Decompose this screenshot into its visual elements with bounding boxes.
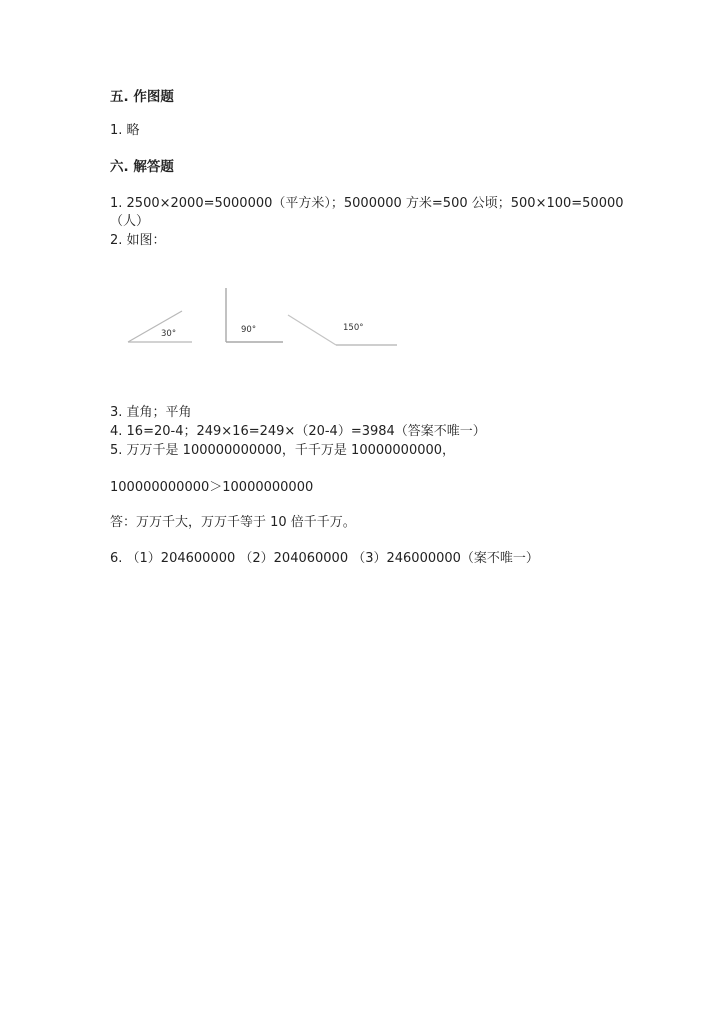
angle-90-drawing: [226, 288, 283, 342]
section-6-answer-3: 3. 直角；平角: [110, 405, 192, 420]
section-6-answer-5-line-3: 答：万万千大，万万千等于 10 倍千千万。: [110, 515, 356, 530]
section-6-answer-2: 2. 如图：: [110, 233, 166, 248]
section-6-answer-1-line-1: 1. 2500×2000=5000000（平方米）；5000000 方米=500 公顷；500×100=50000: [110, 196, 624, 211]
section-5-heading: 五. 作图题: [110, 89, 174, 105]
angle-30-label: 30°: [161, 329, 177, 339]
section-6-answer-4: 4. 16=20-4；249×16=249×（20-4）=3984（答案不唯一）: [110, 424, 486, 439]
section-5-answer-1: 1. 略: [110, 123, 140, 138]
section-6-heading: 六. 解答题: [110, 159, 174, 175]
angle-30-drawing: [128, 311, 192, 342]
angles-drawing: [120, 282, 410, 362]
angles-figure: [120, 282, 410, 362]
section-6-answer-5-line-1: 5. 万万千是 100000000000，千千万是 10000000000，: [110, 443, 456, 458]
section-6-answer-6: 6. （1）204600000 （2）204060000 （3）246000000（案不唯一）: [110, 551, 539, 566]
section-6-answer-1-line-2: （人）: [110, 214, 150, 229]
angle-150-label: 150°: [343, 323, 364, 333]
section-6-answer-5-line-2: 100000000000＞10000000000: [110, 480, 314, 495]
angle-150-drawing: [288, 315, 397, 345]
angle-90-label: 90°: [241, 325, 257, 335]
